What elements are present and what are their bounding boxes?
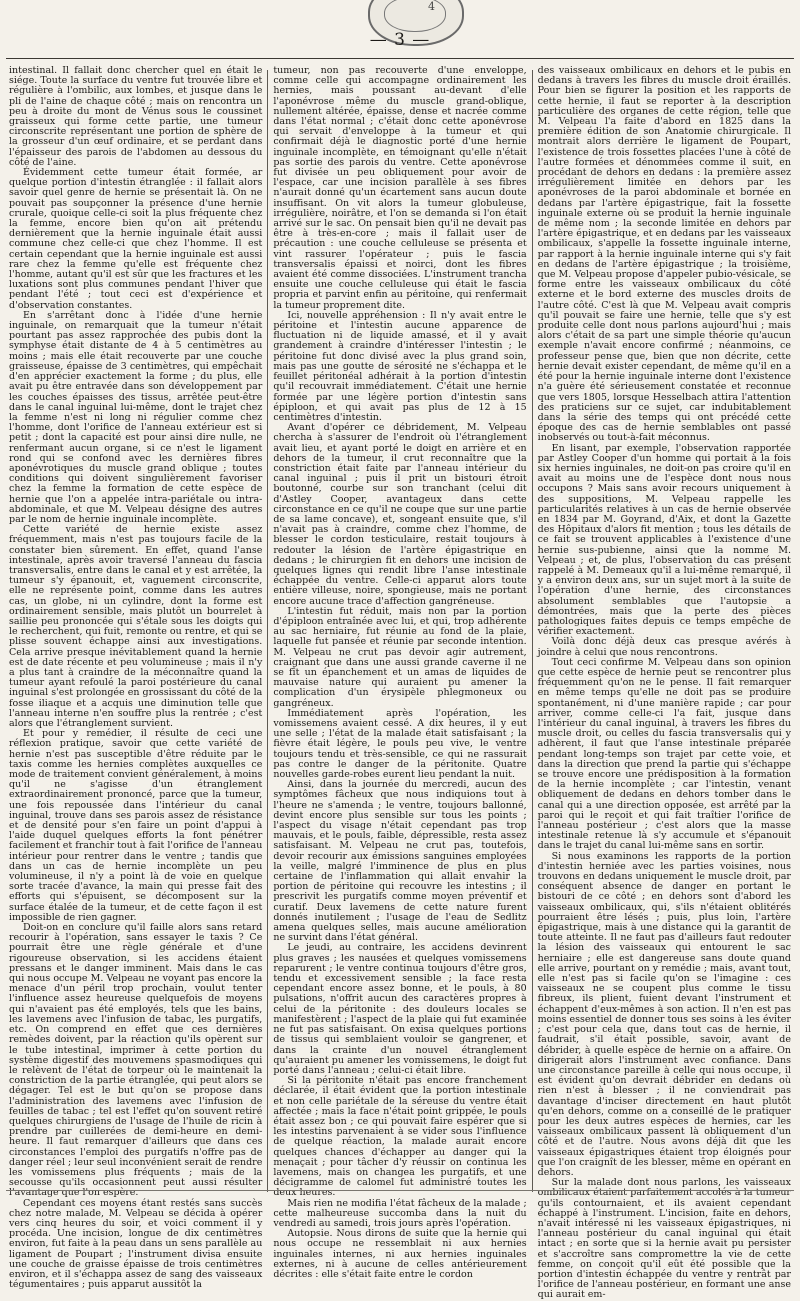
column-divider: [267, 70, 268, 1192]
header-rule: [6, 58, 794, 59]
stamp-number: 4: [428, 0, 435, 13]
paragraph: Autopsie. Nous dirons de suite que la hernie qui nous occupe ne ressemblait ni aux hernies inguinales internes, ni aux hernies inguinales externes, ni à aucune de celles antérieurement décrites : elle s'était faite entre le cordon: [273, 1228, 527, 1280]
paragraph: En s'arrêtant donc à l'idée d'une hernie inguinale, on remarquait que la tumeur n'était pourtant pas assez rapprochée des pubis dont la symphyse était distante de 4 à 5 centimètres au moins ; mais elle était recouverte par une couche graisseuse, épaisse de 3 centimètres, qui empêchait d'en apprécier exactement la forme ; du plus, elle avait pu être entravée dans son développement par les couches épaisses des tissus, arrêtée peut-être dans le canal inguinal lui-même, dont le trajet chez la femme n'est ni long ni régulier comme chez l'homme, dont l'orifice de l'anneau extérieur est si petit ; dont la capacité est pour ainsi dire nulle, ne renfermant aucun organe, si ce n'est le ligament rond qui se confond avec les dernières fibres aponévrotiques du muscle grand oblique ; toutes conditions qui doivent singulièrement favoriser chez la femme la formation de cette espèce de hernie que l'on a appelée intra-pariétale ou intra-abdominale, et que M. Velpeau désigne des autres par le nom de hernie inguinale incomplète.: [9, 309, 263, 525]
paragraph: Tout ceci confirme M. Velpeau dans son opinion que cette espèce de hernie peut se rencontrer plus fréquemment qu'on ne le pense. Il fait remarquer en même temps qu'elle ne doit pas se produire spontanément, ni d'une manière rapide ; car pour arriver, comme celle-ci l'a fait, jusque dans l'intérieur du canal inguinal, à travers les fibres du muscle droit, ou celles du fascia transversalis qui y adhèrent, il faut que l'anse intestinale préparée pendant long-temps son trajet par cette voie, et dans la direction que prend la partie qui s'échappe se trouve encore une prédisposition à la formation de la hernie incomplète ; car l'intestin, venant obliquement de dedans en dehors tomber dans le canal qui a une direction opposée, est arrêté par la paroi qui le reçoit et qui fait traîtier l'orifice de l'anneau postérieur ; c'est alors que la masse intestinale retenue là s'y accumule et s'épanouit dans le trajet du canal lui-même sans en sortir.: [537, 656, 791, 852]
footer-rule: [6, 1190, 794, 1191]
paragraph: Mais rien ne modifia l'état fâcheux de la malade ; cette malheureuse succomba dans la nuit du vendredi au samedi, trois jours après l'opération.: [273, 1197, 527, 1229]
paragraph: Ici, nouvelle appréhension : Il n'y avait entre le péritoine et l'intestin aucune apparence de fluctuation ni de liquide amassé, et il y avait grandement à craindre d'intéresser l'intestin ; le péritoine fut donc divisé avec la plus grand soin, mais pas une goutte de sérosité ne s'échappa et le feuillet péritonéal adhérait à la portion d'intestin qu'il recouvrait immédiatement. C'était une hernie formée par une légère portion d'intestin sans épiploon, et qui avait pas plus de 12 à 15 centimètres d'intestin.: [273, 309, 527, 423]
paragraph: Et pour y remédier, il résulte de ceci une réflexion pratique, savoir que cette variété de hernie n'est pas susceptible d'être réduite par le taxis comme les hernies complètes auxquelles ce mode de traitement convient généralement, à moins qu'il ne s'agisse d'un étranglement extraordinairement prononcé, parce que la tumeur, une fois repoussée dans l'intérieur du canal inguinal, trouve dans ses parois assez de résistance et de densité pour s'en faire un point d'appui à l'aide duquel quelques efforts la font pénétrer facilement et franchir tout à fait l'orifice de l'anneau intérieur pour rentrer dans le ventre ; tandis que dans un cas de hernie incomplète un peu volumineuse, il n'y a point là de voie en quelque sorte tracée d'avance, la main qui presse fait des efforts qui s'épuisent, se décomposent sur la surface étalée de la tumeur, et de cette façon il est impossible de rien gagner.: [9, 728, 263, 923]
paragraph: Avant d'opérer ce débridement, M. Velpeau chercha à s'assurer de l'endroit où l'étranglement avait lieu, et ayant porté le doigt en arrière et en dehors de la tumeur, il crut reconnaître que la constriction était faite par l'anneau intérieur du canal inguinal ; puis il prit un bistouri étroit boutonné, courbe sur son tranchant (celui dit d'Astley Cooper, avantageux dans cette circonstance en ce qu'il ne coupe que sur une partie de sa lame concave), et, songeant ensuite que, s'il n'avait pas à craindre, comme chez l'homme, de blesser le cordon testiculaire, restait toujours à redouter la lésion de l'artère épigastrique en dedans ; le chirurgien fit en dehors une incision de quelques lignes qui rendit libre l'anse intestinale échappée du ventre. Celle-ci apparut alors toute entière villeuse, noire, spongieuse, mais ne portant encore aucune trace d'affection gangréneuse.: [273, 422, 527, 607]
paragraph: Ainsi, dans la journée du mercredi, aucun des symptômes fâcheux que nous indiquions tout à l'heure ne s'amenda ; le ventre, toujours ballonné, devint encore plus sensible sur tous les points ; l'aspect du visage n'était cependant pas trop mauvais, et le pouls, faible, dépressible, resta assez satisfaisant. M. Velpeau ne crut pas, toutefois, devoir recourir aux émissions sanguines employées la veille, malgré l'imminence de plus en plus certaine de l'inflammation qui allait envahir la portion de péritoine qui recouvre les intestins ; il prescrivit les purgatifs comme moyen préventif et curatif. Deux lavemens de cette nature furent donnés inutilement ; l'usage de l'eau de Sedlitz amena quelques selles, mais aucune amélioration ne survint dans l'état général.: [273, 779, 527, 944]
page-number: — 3 —: [369, 30, 431, 50]
column-left: [9, 65, 263, 1291]
paragraph: Immédiatement après l'opération, les vomissemens avaient cessé. A dix heures, il y eut une selle ; l'état de la malade était satisfaisant ; la fièvre était légère, le pouls peu vive, le ventre toujours tendu et très-sensible, ce qui ne rassurait pas contre le danger de la péritonite. Quatre nouvelles garde-robes eurent lieu pendant la nuit.: [273, 707, 527, 781]
paragraph: Doit-on en conclure qu'il faille alors sans retard recourir à l'opération, sans essayer le taxis ? Ce pourrait être une règle générale et d'une rigoureuse observation, si les accidens étaient pressans et le danger imminent. Mais dans le cas qui nous occupe M. Velpeau ne voyant pas encore la menace d'un péril trop prochain, voulut tenter l'influence assez heureuse quelquefois de moyens qui n'avaient pas été employés, tels que les bains, les lavemens avec l'infusion de tabac, les purgatifs, etc. On comprend en effet que ces dernières remèdes doivent, par la réaction qu'ils opèrent sur le tube intestinal, imprimer à cette portion du système digestif des mouvemens spasmodiques qui le relèvent de l'état de torpeur où le maintenait la constriction de la partie étranglée, qui peut alors se dégager. Tel est le but qu'on se propose dans l'administration des lavemens avec l'infusion de feuilles de tabac ; tel est l'effet qu'on souvent retiré quelques chirurgiens de l'usage de l'huile de ricin à prendre par cuillerées de demi-heure en demi-heure. Il faut remarquer d'ailleurs que dans ces circonstances l'emploi des purgatifs n'offre pas de danger réel ; leur seul inconvénient serait de rendre les vomissemens plus fréquents ; mais de la secousse qu'ils occasionnent peut aussi résulter l'avantage que l'on espère.: [9, 922, 263, 1199]
paragraph: Si la péritonite n'était pas encore franchement déclarée, il était évident que la portion intestinale et non celle pariétale de la séreuse du ventre était affectée ; mais la face n'était point grippée, le pouls était assez bon ; ce qui pouvait faire espérer que si les intestins parvenaient à se vider sous l'influence de quelque réaction, la malade aurait encore quelques chances d'échapper au danger qui la menaçait ; pour tâcher d'y réussir on continua les lavemens, mais on changea les purgatifs, et une décigramme de calomel fut administré toutes les deux heures.: [273, 1075, 527, 1199]
paragraph: Voilà donc déjà deux cas presque avérés à joindre à celui que nous rencontrons.: [537, 636, 791, 658]
paragraph: des vaisseaux ombilicaux en dehors et le pubis en dedans à travers les fibres du muscle droit éraillés. Pour bien se figurer la position et les rapports de cette hernie, il faut se reporter à la description particulière des organes de cette région, telle que M. Velpeau l'a faite d'abord en 1825 dans la première édition de son Anatomie chirurgicale. Il montrait alors derrière le ligament de Poupart, l'existence de trois fossettes placées l'une à côté de l'autre formées et dénommées comme il suit, en procédant de dehors en dedans : la première assez irrégulièrement limitée en dehors par les aponévroses de la paroi abdominale et bornée en dedans par l'artère épigastrique, fait la fossette inguinale externe où se produit la hernie inguinale de même nom ; la seconde limitée en dehors par l'artère épigastrique, et en dedans par les vaisseaux ombilicaux, s'appelle la fossette inguinale interne, par rapport à la hernie inguinale interne qui s'y fait en dedans de l'artère épigastrique ; la troisième, que M. Velpeau propose d'appeler pubio-vésicale, se forme entre les vaisseaux ombilicaux du côté externe et le bord externe des muscles droits de l'autre côté. C'est là que M. Velpeau avait compris qu'il pouvait se faire une hernie, telle que s'y est produite celle dont nous parlons aujourd'hui ; mais alors c'était de sa part une simple théorie qu'aucun exemple n'avait encore confirmé ; néanmoins, ce professeur pense que, bien que non décrite, cette hernie devait exister cependant, de même qu'il en a été pour la hernie inguinale interne dont l'existence n'a guère été sérieusement constatée et reconnue que vers 1805, lorsque Hesselbach attira l'attention des praticiens sur ce sujet, car indubitablement dans la série des temps qui ont précédé cette époque des cas de hernie semblables ont passé inobservés ou tout-à-fait méconnus.: [537, 65, 791, 444]
paragraph: Cependant ces moyens étant restés sans succès chez notre malade, M. Velpeau se décida à opérer vers cinq heures du soir, et voici comment il y procéda. Une incision, longue de dix centimètres environ, fut faite à la peau dans un sens parallèle au ligament de Poupart ; l'instrument divisa ensuite une couche de graisse épaisse de trois centimètres environ, et il s'échappa assez de sang des vaisseaux tégumentaires ; puis apparut aussitôt la: [9, 1197, 263, 1291]
column-middle: [273, 65, 527, 1280]
column-right: [537, 65, 791, 1301]
paragraph: tumeur, non pas recouverte d'une enveloppe, comme celle qui accompagne ordinairement les hernies, mais poussant au-devant d'elle l'aponévrose même du muscle grand-oblique, nullement altérée, épaisse, dense et nacrée comme dans l'état normal ; c'était donc cette aponévrose qui servait d'enveloppe à la tumeur et qui confirmait déjà le diagnostic porté d'une hernie inguinale incomplète, en témoignant qu'elle n'était pas sortie des parois du ventre. Cette aponévrose fut divisée un peu obliquement pour avoir de l'espace, car une incision parallèle à ses fibres n'aurait donné qu'un écartement sans aucun doute insuffisant. On vit alors la tumeur globuleuse, irrégulière, noirâtre, et l'on se demanda si l'on était arrivé sur le sac. On pensait bien qu'il ne devait pas être à très-en-core ; mais il fallait user de précaution : une couche celluleuse se présenta et vint rassurer l'opérateur ; puis le fascia transversalis épaissi et noirci, dont les fibres avaient été comme dissociées. L'instrument trancha ensuite une couche celluleuse qui était le fascia propria et parvint enfin au péritoine, qui renfermait la tumeur proprement dite.: [273, 65, 527, 311]
paragraph: Cette variété de hernie existe assez fréquemment, mais n'est pas toujours facile de la constater bien sûrement. En effet, quand l'anse intestinale, après avoir traversé l'anneau du fascia transversalis, entre dans le canal et y est arrêtée, la tumeur s'y épanouit, et, vaguement circonscrite, elle ne représente point, comme dans les autres cas, un globe, ni un cylindre, dont la forme est ordinairement sensible, mais plutôt un bourrelet à saillie peu prononcée qui s'étale sous les doigts qui le recherchent, qui fuit, remonte ou rentre, et qui se plisse souvent échappe ainsi aux investigations. Cela arrive presque inévitablement quand la hernie est de date récente et peu volumineuse ; mais il n'y a plus tant à craindre de la méconnaître quand la tumeur ayant refoulé la paroi postérieure du canal inguinal s'est prolongée en grossissant du côté de la fosse iliaque et a acquis une diminution telle que l'anneau interne n'en souffre plus la rentrée ; c'est alors que l'étranglement survient.: [9, 524, 263, 729]
paragraph: Si nous examinons les rapports de la portion d'intestin herniée avec les parties voisines, nous trouvons en dedans uniquement le muscle droit, par conséquent absence de danger en portant le bistouri de ce côté ; en dehors sont d'abord les vaisseaux ombilicaux, qui, s'ils n'étaient oblitérés pourraient être lésés ; puis, plus loin, l'artère épigastrique, mais à une distance qui la garantit de toute atteinte. Il ne faut pas d'ailleurs faut redouter la lésion des vaisseaux qui entourent le sac herniaire ; elle est dangereuse sans doute quand elle arrive, pourtant on y remédie ; mais, avant tout, elle n'est pas si facile qu'on se l'imagine : ces vaisseaux ne se coupent plus comme le tissu fibreux, ils plient, fuient devant l'instrument et échappent d'eux-mêmes à son action. Il n'en est pas moins essentiel de donner tous ses soins à les éviter ; c'est pour cela que, dans tout cas de hernie, il faudrait, s'il était possible, savoir, avant de débrider, à quelle espèce de hernie on a affaire. On dirigerait alors l'instrument avec confiance. Dans une circonstance pareille à celle qui nous occupe, il est évident qu'on devrait débrider en dedans où rien n'est à blesser ; il ne conviendrait pas davantage d'inciser directement en haut plutôt qu'en dehors, comme on a conseillé de le pratiquer pour les deux autres espèces de hernies, car les vaisseaux ombilicaux passent là obliquement d'un côté et de l'autre. Nous avons déjà dit que les vaisseaux épigastriques étaient trop éloignés pour que l'on craignît de les blesser, même en opérant en dehors.: [537, 850, 791, 1178]
paragraph: L'intestin fut réduit, mais non par la portion d'épiploon entraînée avec lui, et qui, trop adhérente au sac herniaire, fut réunie au fond de la plaie, laquelle fut pansée et réunie par seconde intention. M. Velpeau ne crut pas devoir agir autrement, craignant que dans une aussi grande caverne il ne se fît un épanchement et un amas de liquides de mauvaise nature qui auraient pu amener la complication d'un érysipèle phlegmoneux ou gangréneux.: [273, 605, 527, 709]
text-columns: [9, 65, 791, 1301]
paragraph: Évidemment cette tumeur était formée, ar quelque portion d'intestin étranglée : il fallait alors savoir quel genre de hernie se présentait là. On ne pouvait pas soupçonner la présence d'une hernie crurale, quoique celle-ci soit la plus fréquente chez la femme, encore bien qu'on ait prétendu dernièrement que la hernie inguinale était aussi commune chez celle-ci que chez l'homme. Il est certain cependant que la hernie inguinale est aussi rare chez la femme qu'elle est fréquente chez l'homme, autant qu'il est sûr que les fractures et les luxations sont plus communes pendant l'hiver que pendant l'été ; tout ceci est d'expérience et d'observation constantes.: [9, 167, 263, 311]
paragraph: intestinal. Il fallait donc chercher quel en était le siége. Toute la surface du ventre fut trouvée libre et régulière à l'ombilic, aux lombes, et jusque dans le pli de l'aine de chaque côté ; mais on rencontra un peu à droite du mont de Vénus sous le coussinet graisseux qui forme cette partie, une tumeur circonscrite représentant une portion de sphère de la grosseur d'un œuf ordinaire, et se perdant dans l'épaisseur des parois de l'abdomen au dessous du côté de l'aine.: [9, 65, 263, 168]
paragraph: Sur la malade dont nous parlons, les vaisseaux ombilicaux étaient parfaitement accolés à la tumeur qu'ils contournaient, et ils avaient cependant échappé à l'instrument. L'incision, faite en dehors, n'avait intéressé ni les vaisseaux épigastriques, ni l'anneau postérieur du canal inguinal qui était intact ; en sorte que si la hernie avait pu persister et s'accroître sans compromettre la vie de cette femme, on conçoit qu'il eût été possible que la portion d'intestin échappée du ventre y rentrât par l'orifice de l'anneau postérieur, en formant une anse qui aurait em-: [537, 1177, 791, 1301]
paragraph: Le jeudi, au contraire, les accidens devinrent plus graves ; les nausées et quelques vomissemens reparurent ; le ventre continua toujours d'être gros, tendu et excessivement sensible ; la face resta cependant encore assez bonne, et le pouls, à 80 pulsations, n'offrit aucun des caractères propres à celui de la péritonite : des douleurs locales se manifestèrent ; l'aspect de la plaie qui fut examinée ne fut pas satisfaisant. On exisa quelques portions de tissus qui semblaient vouloir se gangrener, et dans la crainte d'un nouvel étranglement qu'auraient pu amener les vomissemens, le doigt fut porté dans l'anneau ; celui-ci était libre.: [273, 942, 527, 1076]
stamp-inner-ring: [384, 0, 446, 32]
column-divider: [532, 70, 533, 1192]
paragraph: En lisant, par exemple, l'observation rapportée par Astley Cooper d'un homme qui portait à la fois six hernies inguinales, ne doit-on pas croire qu'il en avait au moins une de l'espèce dont nous nous occupons ? Mais sans avoir recours uniquement à des suppositions, M. Velpeau rappelle les particularités relatives à un cas de hernie observée en 1834 par M. Goyrand, d'Aix, et dont la Gazette des Hôpitaux d'alors fit mention ; tous les détails de ce fait se trouvent applicables à l'existence d'une hernie sus-pubienne, ainsi que la nomme M. Velpeau ; et, de plus, l'observation du cas présent rappelé à M. Demeaux qu'il a lui-même remarqué, il y a environ deux ans, sur un sujet mort à la suite de l'opération d'une hernie, des circonstances absolument semblables que l'autopsie a démontrées, mais que la perte des pièces pathologiques faites depuis ce temps empêche de vérifier exactement.: [537, 442, 791, 638]
